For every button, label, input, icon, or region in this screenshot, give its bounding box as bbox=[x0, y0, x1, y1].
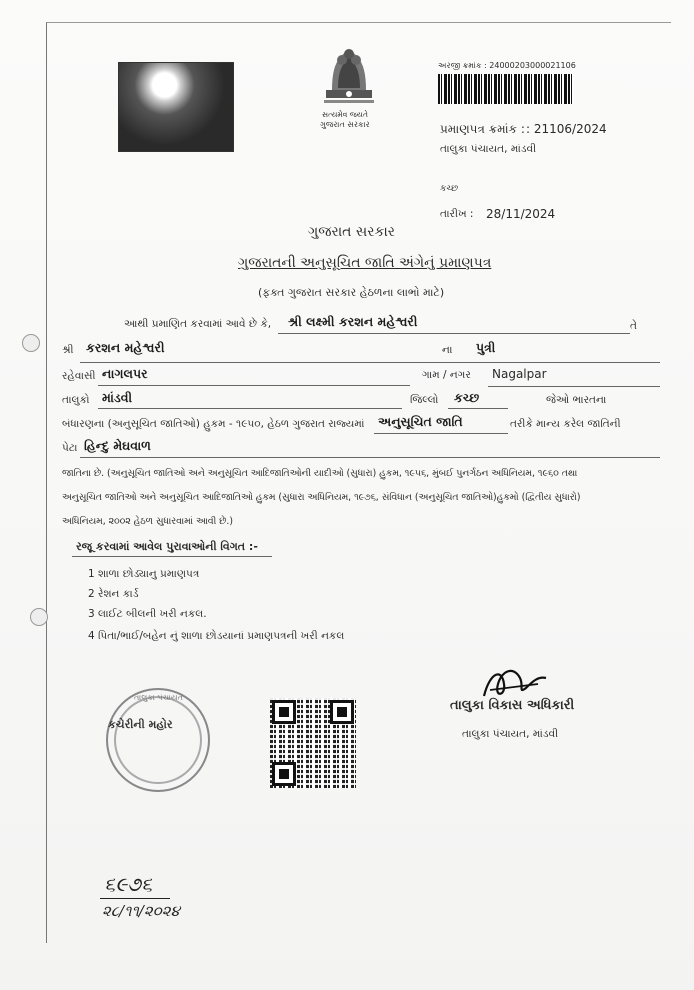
applicant-name: શ્રી લક્ષ્મી કરશન મહેશ્વરી bbox=[288, 314, 418, 329]
issue-date: 28/11/2024 bbox=[486, 207, 556, 221]
legal-paragraph-1: જાતિના છે. (અનુસૂચિત જાતિઓ અને અનુસૂચિત આદિજાતિઓની યાદીઓ (સુધારા) હુકમ, ૧૯૫૬, મુંબઈ પુનર્ગઠન અધિનિયમ, ૧૯૬૦ તથા bbox=[62, 468, 578, 479]
village-en-underline bbox=[488, 386, 660, 387]
evidence-item: 2 રેશન કાર્ડ bbox=[88, 588, 139, 600]
peti-label: પેટા bbox=[62, 442, 78, 454]
category-underline bbox=[374, 433, 508, 434]
evidence-heading-underline bbox=[72, 556, 272, 557]
evidence-heading: રજૂ કરવામાં આવેલ પુરાવાઓની વિગત :- bbox=[76, 540, 258, 553]
legal-paragraph-2: અનુસૂચિત જાતિઓ અને અનુસૂચિત આદિજાતિઓ હુકમ (સુધારા અધિનિયમ, ૧૯૭૬, સંવિધાન (અનુસૂચિત જાતિઓ)હુકમો (દ્વિતીય સુધારો) bbox=[62, 492, 581, 503]
gam-label: ગામ / નગર bbox=[422, 369, 471, 381]
bharat-text: જેઓ ભારતના bbox=[546, 394, 607, 406]
shri-label: શ્રી bbox=[62, 344, 74, 356]
certificate-number-label: પ્રમાણપત્ર ક્રમાંક : bbox=[440, 122, 525, 136]
taluka-label: તાલુકો bbox=[62, 394, 90, 406]
taluka-underline bbox=[98, 408, 402, 409]
stamp-text: કચેરીની મહોર bbox=[108, 718, 173, 731]
certificate-title: ગુજરાતની અનુસૂચિત જાતિ અંગેનું પ્રમાણપત્ર bbox=[238, 255, 492, 271]
evidence-item: 3 લાઈટ બીલની ખરી નકલ. bbox=[88, 608, 207, 620]
resident-label: રહેવાસી bbox=[62, 370, 96, 382]
emblem-caption-2: ગુજરાત સરકાર bbox=[320, 120, 370, 129]
page-border bbox=[46, 22, 671, 943]
date-label: તારીખ : bbox=[440, 208, 474, 220]
issuing-office: તાલુકા પંચાયત, માંડવી bbox=[440, 143, 537, 155]
application-number: અરજી ક્રમાંક : 24000203000021106 bbox=[438, 61, 576, 70]
caste-name: હિન્દુ મેઘવાળ bbox=[84, 438, 151, 453]
name-suffix: તે bbox=[630, 320, 637, 332]
relation-value: પુત્રી bbox=[476, 340, 496, 355]
certify-text: આથી પ્રમાણિત કરવામાં આવે છે કે, bbox=[124, 318, 272, 330]
district-underline bbox=[448, 408, 508, 409]
constitution-text: બંધારણના (અનુસૂચિત જાતિઓ) હુકમ - ૧૯૫૦, હેઠળ ગુજરાત રાજ્યમાં bbox=[62, 418, 365, 430]
name-underline bbox=[278, 333, 630, 334]
category-value: અનુસૂચિત જાતિ bbox=[378, 414, 463, 429]
district-name: કચ્છ bbox=[454, 390, 480, 405]
government-title: ગુજરાત સરકાર bbox=[308, 224, 395, 240]
handwritten-underline bbox=[100, 898, 170, 899]
evidence-item: 4 પિતા/ભાઈ/બહેન નું શાળા છોડયાનાં પ્રમાણપત્રની ખરી નકલ bbox=[88, 630, 345, 642]
village-name: નાગલપર bbox=[102, 366, 148, 381]
punch-hole bbox=[22, 334, 40, 352]
signatory-office: તાલુકા પંચાયત, માંડવી bbox=[462, 728, 559, 740]
evidence-item: 1 શાળા છોડ્યાનુ પ્રમાણપત્ર bbox=[88, 568, 200, 580]
father-name: કરશન મહેશ્વરી bbox=[86, 340, 165, 355]
taluka-name: માંડવી bbox=[102, 390, 133, 405]
relation-label: ના bbox=[442, 344, 453, 356]
certificate-note: (ફક્ત ગુજરાત સરકાર હેઠળના લાભો માટે) bbox=[258, 286, 445, 299]
father-underline bbox=[80, 362, 660, 363]
qr-code bbox=[270, 698, 356, 788]
header-district: કચ્છ bbox=[440, 184, 459, 194]
emblem-caption: સત્યમેવ જયતે bbox=[322, 110, 368, 119]
barcode bbox=[438, 74, 574, 104]
office-stamp bbox=[106, 688, 210, 792]
handwritten-number: ૬૯૭૬ bbox=[104, 872, 153, 896]
district-label: જિલ્લો bbox=[410, 394, 439, 406]
handwritten-date: ૨૮/૧૧/૨૦૨૪ bbox=[102, 902, 180, 920]
applicant-photo bbox=[118, 62, 234, 152]
certificate-number: : 21106/2024 bbox=[526, 122, 607, 136]
ashoka-emblem-icon bbox=[318, 40, 380, 110]
legal-paragraph-3: અધિનિયમ, ૨૦૦૨ હેઠળ સુધારવામાં આવી છે.) bbox=[62, 516, 233, 527]
caste-underline bbox=[80, 457, 660, 458]
stamp-ring-text: તાલુકા પંચાયત bbox=[134, 693, 183, 702]
signatory-title: તાલુકા વિકાસ અધિકારી bbox=[450, 698, 575, 713]
recognised-text: તરીકે માન્ય કરેલ જાતિની bbox=[510, 418, 621, 430]
village-english: Nagalpar bbox=[492, 367, 547, 381]
village-underline bbox=[98, 385, 410, 386]
punch-hole bbox=[30, 608, 48, 626]
